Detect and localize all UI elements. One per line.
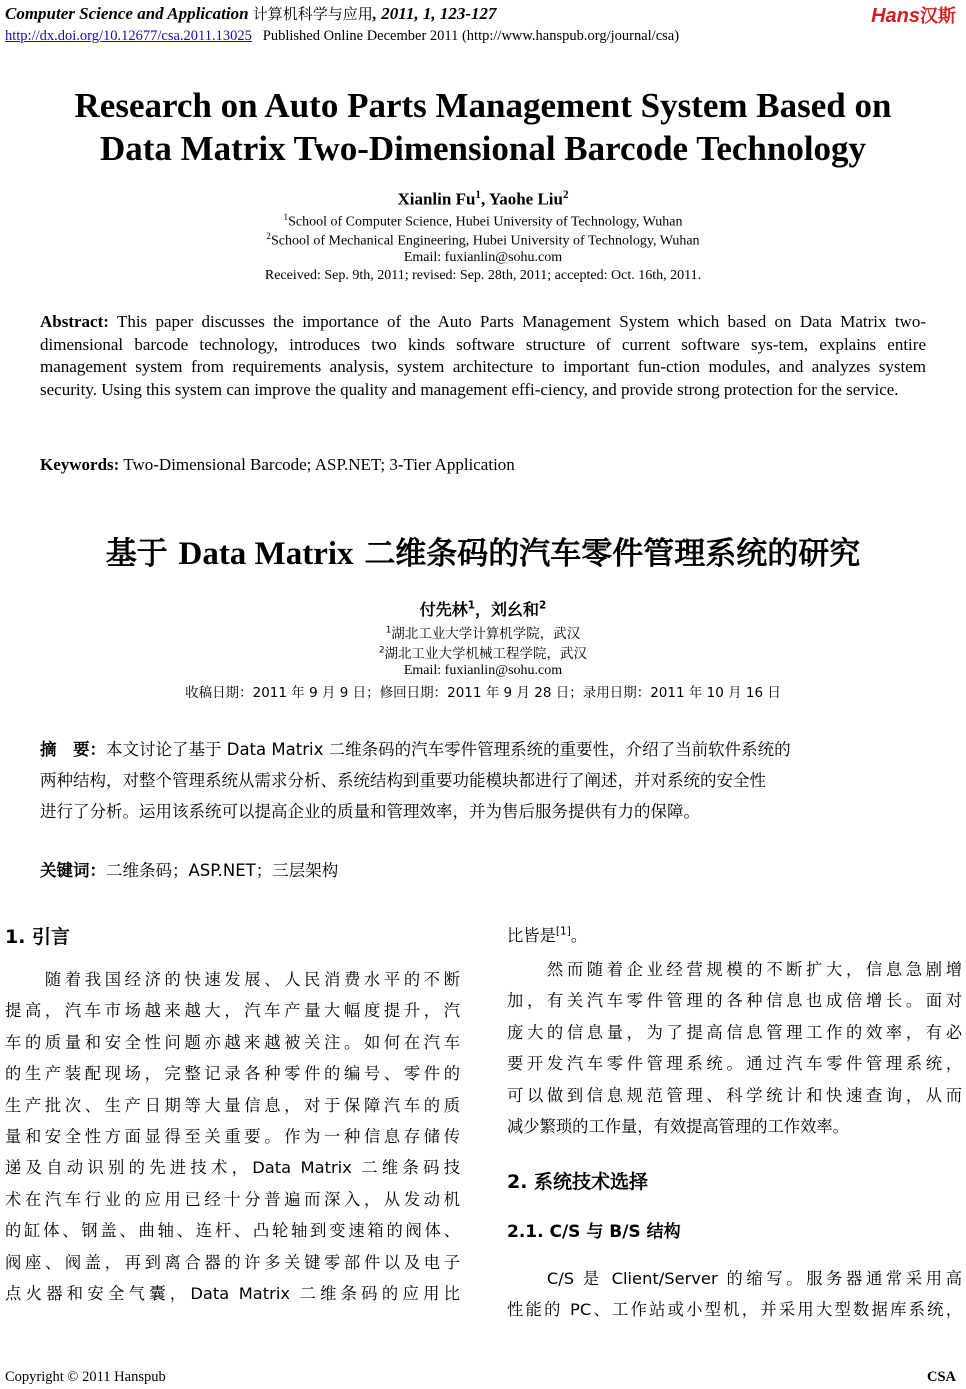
keywords-cn-label: 关键词： <box>40 861 106 880</box>
author-2-sup: 2 <box>563 189 569 201</box>
keywords-text: Two-Dimensional Barcode; ASP.NET; 3-Tier Application <box>123 455 515 474</box>
title-cn-latin: Data Matrix <box>178 536 354 572</box>
journal-name-en: Computer Science and Application <box>5 4 249 23</box>
left-line: 量和安全性方面显得至关重要。作为一种信息存储传 <box>5 1126 460 1146</box>
left-line: 提高，汽车市场越来越大，汽车产量大幅度提升，汽 <box>5 1001 460 1021</box>
author-2: Yaohe Liu <box>488 189 563 209</box>
author-cn-2: 刘幺和 <box>491 600 540 619</box>
abstract-cn-line-3: 进行了分析。运用该系统可以提高企业的质量和管理效率，并为售后服务提供有力的保障。 <box>40 802 700 821</box>
right-line: 要开发汽车零件管理系统。通过汽车零件管理系统， <box>507 1054 962 1074</box>
paper-title-cn <box>0 528 966 573</box>
author-sep: , <box>480 189 489 209</box>
right-line: 性能的 PC、工作站或小型机，并采用大型数据库系统， <box>507 1300 962 1320</box>
abstract-en <box>40 311 926 401</box>
abstract-cn-line-1 <box>40 734 926 765</box>
left-line: 点火器和安全气囊，Data Matrix 二维条码的应用比 <box>5 1283 460 1303</box>
left-column-body <box>5 966 460 1311</box>
aff1-cn-text: 湖北工业大学计算机学院，武汉 <box>391 626 581 642</box>
right-line: 加，有关汽车零件管理的各种信息也成倍增长。面对 <box>507 991 962 1011</box>
aff1-text: School of Computer Science, Hubei University of Technology, Wuhan <box>288 214 683 230</box>
journal-header <box>5 3 497 24</box>
right-column-para-2 <box>507 956 962 1144</box>
aff2-cn-sup: 2 <box>378 645 385 656</box>
right-line: 然而随着企业经营规模的不断扩大，信息急剧增 <box>507 960 962 979</box>
doi-line <box>5 28 679 45</box>
left-line: 的缸体、钢盖、曲轴、连杆、凸轮轴到变速箱的阀体、 <box>5 1221 460 1241</box>
author-cn-sep: ， <box>474 600 491 619</box>
author-cn-1: 付先林 <box>419 600 468 619</box>
section-2-heading: 2. 系统技术选择 <box>507 1171 649 1193</box>
left-line: 车的质量和安全性问题亦越来越被关注。如何在汽车 <box>5 1032 460 1052</box>
left-line: 随着我国经济的快速发展、人民消费水平的不断 <box>5 970 460 989</box>
abstract-cn-label: 摘 要： <box>40 740 106 759</box>
right-line: C/S 是 Client/Server 的缩写。服务器通常采用高 <box>507 1269 962 1288</box>
aff2-text: School of Mechanical Engineering, Hubei University of Technology, Wuhan <box>270 233 700 249</box>
left-line: 生产批次、生产日期等大量信息，对于保障汽车的质 <box>5 1095 460 1115</box>
citation-1: [1] <box>555 925 571 938</box>
published-online: Published Online December 2011 (http://www.hanspub.org/journal/csa) <box>262 28 680 44</box>
right-line: 庞大的信息量，为了提高信息管理工作的效率，有必 <box>507 1022 962 1042</box>
footer-copyright: Copyright © 2011 Hanspub <box>5 1369 166 1385</box>
left-line: 的生产装配现场，完整记录各种零件的编号、零件的 <box>5 1064 460 1084</box>
right-line: 减少繁琐的工作量，有效提高管理的工作效率。 <box>507 1116 849 1136</box>
title-cn-post: 二维条码的汽车零件管理系统的研究 <box>364 536 861 572</box>
keywords-cn-text: 二维条码；ASP.NET；三层架构 <box>106 861 339 880</box>
abstract-cn-text-1: 本文讨论了基于 Data Matrix 二维条码的汽车零件管理系统的重要性，介绍了当前软件系统的 <box>106 740 791 759</box>
author-1-sup: 1 <box>475 189 481 201</box>
right-line: 可以做到信息规范管理、科学统计和快速查询，从而 <box>507 1085 962 1105</box>
paper-title-en <box>0 84 966 170</box>
aff1-cn-sup: 1 <box>385 625 392 636</box>
abstract-cn <box>40 734 926 827</box>
section-1-heading: 1. 引言 <box>5 926 71 948</box>
right-first-line <box>507 922 587 946</box>
footer-journal-abbr: CSA <box>926 1369 956 1385</box>
aff2-cn-text: 湖北工业大学机械工程学院，武汉 <box>384 646 588 662</box>
right-first-end: 。 <box>570 926 588 945</box>
affiliation-1-en <box>0 212 966 231</box>
logo-text-en: Hans <box>871 5 920 27</box>
logo-text-cn: 汉斯 <box>920 6 956 27</box>
author-cn-2-sup: 2 <box>539 599 547 612</box>
section-2-1-heading: 2.1. C/S 与 B/S 结构 <box>507 1222 681 1242</box>
received-dates-cn: 收稿日期：2011 年 9 月 9 日；修回日期：2011 年 9 月 28 日；录用日期：2011 年 10 月 16 日 <box>185 685 781 701</box>
authors-cn <box>0 597 966 620</box>
abstract-label: Abstract: <box>40 312 109 331</box>
journal-name-cn: 计算机科学与应用 <box>252 5 373 23</box>
author-cn-1-sup: 1 <box>467 599 475 612</box>
title-cn-pre: 基于 <box>105 536 168 572</box>
left-line: 术在汽车行业的应用已经十分普遍而深入，从发动机 <box>5 1189 460 1209</box>
author-1: Xianlin Fu <box>397 189 476 209</box>
aff2-sup: 2 <box>266 231 271 241</box>
keywords-cn <box>40 857 926 881</box>
affiliation-1-cn <box>0 622 966 642</box>
right-column-para-3 <box>507 1265 962 1328</box>
email-cn: Email: fuxianlin@sohu.com <box>403 663 563 678</box>
abstract-text: This paper discusses the importance of the Auto Parts Management System which based on Data Matrix two-dimensional barcode technology, introduces two kinds software structure of current software sys-tem, explains entire management system from requirements analysis, system architecture to important fun-ction modules, and analyzes system security. Using this system can improve the quality and management effi-ciency, and provide strong protection for the service. <box>40 312 926 399</box>
received-dates-en: Received: Sep. 9th, 2011; revised: Sep. 28th, 2011; accepted: Oct. 16th, 2011. <box>264 268 702 283</box>
affiliation-2-en <box>0 231 966 250</box>
authors-en <box>0 189 966 210</box>
left-line: 递及自动识别的先进技术，Data Matrix 二维条码技 <box>5 1158 460 1178</box>
keywords-label: Keywords: <box>40 455 120 474</box>
right-first-text: 比皆是 <box>507 926 556 945</box>
aff1-sup: 1 <box>283 212 289 222</box>
doi-link[interactable]: http://dx.doi.org/10.12677/csa.2011.13025 <box>5 28 252 44</box>
affiliation-2-cn <box>0 642 966 662</box>
abstract-cn-line-2: 两种结构，对整个管理系统从需求分析、系统结构到重要功能模块都进行了阐述，并对系统的安全性 <box>40 771 766 790</box>
title-en-line-1: Research on Auto Parts Management System Based on <box>74 86 892 125</box>
publisher-logo <box>871 2 956 28</box>
journal-issue: , 2011, 1, 123-127 <box>372 4 497 23</box>
keywords-en <box>40 455 926 475</box>
left-line: 阀座、阀盖，再到离合器的许多关键零部件以及电子 <box>5 1252 460 1272</box>
title-en-line-2: Data Matrix Two-Dimensional Barcode Technology <box>99 129 867 168</box>
email-en: Email: fuxianlin@sohu.com <box>403 250 563 265</box>
